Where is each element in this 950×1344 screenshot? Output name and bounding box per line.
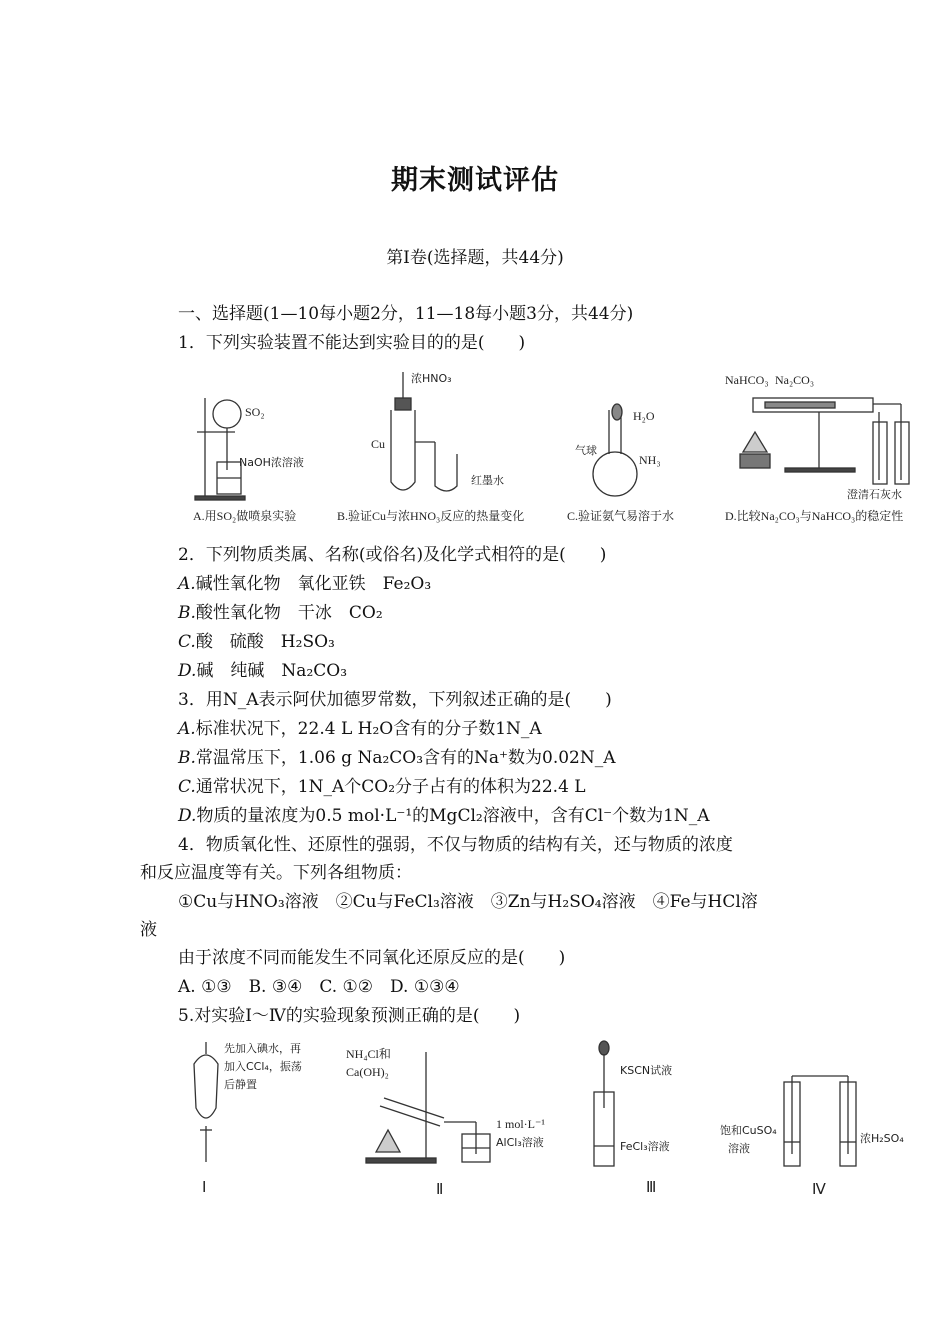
q1-b-label-ink: 红墨水 [471, 474, 504, 487]
q5-i-label-2: 加入CCl₄，振荡 [224, 1060, 302, 1073]
q5-stem: 5.对实验Ⅰ～Ⅳ的实验现象预测正确的是( ) [178, 1006, 521, 1026]
q1-figure-b [391, 372, 457, 491]
q2-option-a: A.碱性氧化物 氧化亚铁 Fe₂O₃ [178, 574, 432, 594]
q2-option-c: C.酸 硫酸 H₂SO₃ [178, 632, 335, 652]
q1-figure-d [740, 398, 909, 484]
q5-figure-1 [194, 1042, 218, 1162]
q3-option-c: C.通常状况下，1N_A个CO₂分子占有的体积为22.4 L [178, 777, 586, 797]
q3-stem: 3．用N_A表示阿伏加德罗常数，下列叙述正确的是( ) [178, 690, 612, 710]
q1-figure-a [195, 398, 245, 500]
q4-stem-line2: 和反应温度等有关。下列各组物质： [140, 863, 412, 883]
q4-options: A. ①③ B. ③④ C. ①② D. ①③④ [178, 977, 460, 997]
q5-iii-label-kscn: KSCN试液 [620, 1064, 673, 1077]
q1-c-label-h2o: H₂O [633, 409, 655, 423]
q5-iv-label-solution: 溶液 [728, 1142, 750, 1155]
page-title: 期末测试评估 [391, 165, 559, 196]
q1-figures [185, 362, 925, 528]
q5-iii-label-fecl3: FeCl₃溶液 [620, 1140, 670, 1153]
q4-items-line2: 液 [140, 920, 157, 940]
q1-c-caption: C.验证氨气易溶于水 [567, 509, 675, 523]
q5-iv-numeral: Ⅳ [812, 1182, 826, 1198]
q1-b-caption: B.验证Cu与浓HNO₃反应的热量变化 [337, 509, 525, 523]
q2-option-d: D.碱 纯碱 Na₂CO₃ [178, 661, 348, 681]
q2-stem: 2．下列物质类属、名称(或俗名)及化学式相符的是( ) [178, 545, 607, 565]
q5-iii-numeral: Ⅲ [646, 1180, 657, 1196]
q5-ii-numeral: Ⅱ [436, 1182, 444, 1198]
q1-c-label-nh3: NH₃ [639, 453, 661, 467]
q5-i-label-1: 先加入碘水，再 [224, 1042, 301, 1055]
q3-option-d: D.物质的量浓度为0.5 mol·L⁻¹的MgCl₂溶液中，含有Cl⁻个数为1N_A [178, 806, 710, 826]
q1-a-label-so2: SO₂ [245, 405, 265, 419]
q1-b-label-hno3: 浓HNO₃ [411, 372, 452, 385]
q1-d-caption: D.比较Na₂CO₃与NaHCO₃的稳定性 [725, 509, 904, 523]
q5-figures [180, 1036, 920, 1206]
q1-c-label-balloon: 气球 [575, 444, 597, 457]
q4-question: 由于浓度不同而能发生不同氧化还原反应的是( ) [178, 948, 566, 968]
q2-option-b: B.酸性氧化物 干冰 CO₂ [178, 603, 383, 623]
q1-a-caption: A.用SO₂做喷泉实验 [193, 509, 297, 523]
q5-ii-label-caoh2: Ca(OH)₂ [346, 1065, 389, 1079]
q1-b-label-cu: Cu [371, 437, 386, 451]
section-subtitle: 第Ⅰ卷(选择题，共44分) [386, 248, 564, 268]
q5-iv-label-h2so4: 浓H₂SO₄ [860, 1132, 904, 1145]
q1-d-label-na2co3: Na₂CO₃ [775, 373, 815, 387]
q3-option-a: A.标准状况下，22.4 L H₂O含有的分子数1N_A [178, 719, 542, 739]
q5-iv-label-cuso4: 饱和CuSO₄ [720, 1124, 777, 1137]
section-heading: 一、选择题(1—10每小题2分，11—18每小题3分，共44分) [178, 304, 634, 324]
q5-ii-label-conc: 1 mol·L⁻¹ [496, 1117, 545, 1131]
q1-stem: 1．下列实验装置不能达到实验目的的是( ) [178, 333, 526, 353]
q5-i-numeral: Ⅰ [202, 1180, 207, 1196]
q5-ii-label-alcl3: AlCl₃溶液 [496, 1136, 544, 1149]
q3-option-b: B.常温常压下，1.06 g Na₂CO₃含有的Na⁺数为0.02N_A [178, 748, 616, 768]
q1-a-label-naoh: NaOH浓溶液 [239, 456, 304, 469]
q1-figure-c [593, 404, 637, 496]
q1-d-label-limewater: 澄清石灰水 [847, 488, 902, 501]
q5-i-label-3: 后静置 [224, 1078, 257, 1091]
q4-items-line1: ①Cu与HNO₃溶液 ②Cu与FeCl₃溶液 ③Zn与H₂SO₄溶液 ④Fe与HCl溶 [178, 892, 758, 912]
q1-d-label-nahco3: NaHCO₃ [725, 373, 769, 387]
q4-stem-line1: 4．物质氧化性、还原性的强弱，不仅与物质的结构有关，还与物质的浓度 [178, 835, 733, 855]
q5-figure-3 [594, 1041, 614, 1166]
q5-ii-label-nh4cl: NH₄Cl和 [346, 1047, 391, 1061]
q5-figure-4 [784, 1076, 856, 1166]
